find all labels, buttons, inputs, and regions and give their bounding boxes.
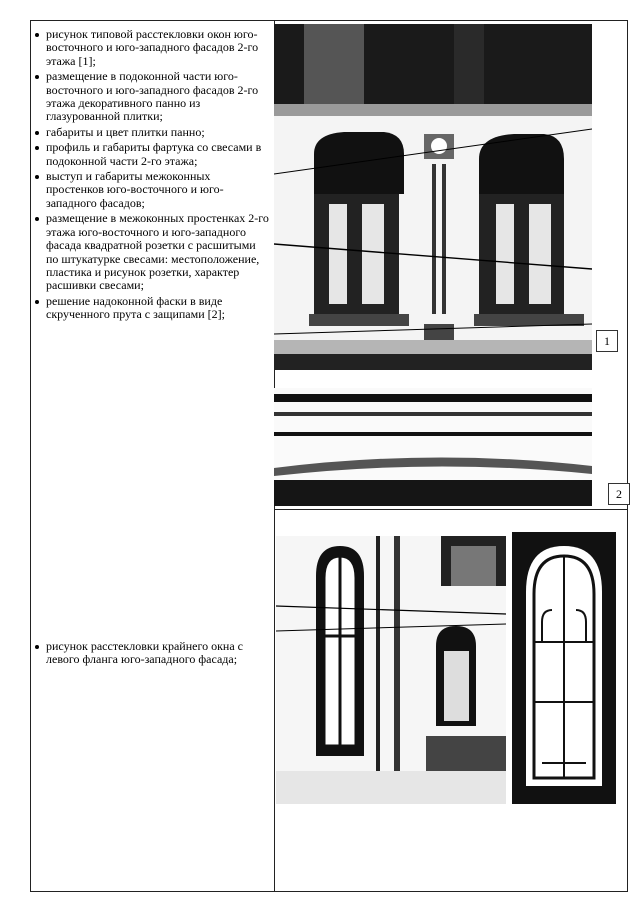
photo-flank-window-facade <box>276 536 506 804</box>
list-item: рисунок расстекловки крайнего окна с левого фланга юго-западного фасада; <box>34 640 266 667</box>
list-item: выступ и габариты межоконных простенков юго-восточного и юго-западного фасадов; <box>34 170 270 210</box>
photo-cornice-detail <box>274 388 592 506</box>
photo-number-2: 2 <box>608 483 630 505</box>
photo-number-1: 1 <box>596 330 618 352</box>
photo-arched-glazing-detail <box>512 532 616 804</box>
list-item: рисунок типовой расстекловки окон юго-восточного и юго-западного фасадов 2-го этажа [1]; <box>34 28 270 68</box>
requirements-list-bottom <box>34 640 266 669</box>
list-item: габариты и цвет плитки панно; <box>34 126 270 139</box>
list-item: размещение в межоконных простенках 2-го этажа юго-восточного и юго-западного фасада квадратной розетки с расшитыми по штукатурке свесами: местоположение, пластика и рисунок розетки, характер расшивки свесами; <box>34 212 270 292</box>
list-item: размещение в подоконной части юго-восточного и юго-западного фасадов 2-го этажа декоративного панно из глазурованной плитки; <box>34 70 270 124</box>
list-item: профиль и габариты фартука со свесами в подоконной части 2-го этажа; <box>34 141 270 168</box>
list-item: решение надоконной фаски в виде скрученного прута с защипами [2]; <box>34 295 270 322</box>
row-divider <box>274 509 628 510</box>
requirements-list-top <box>34 28 270 324</box>
photo-windows-panel <box>274 24 592 370</box>
